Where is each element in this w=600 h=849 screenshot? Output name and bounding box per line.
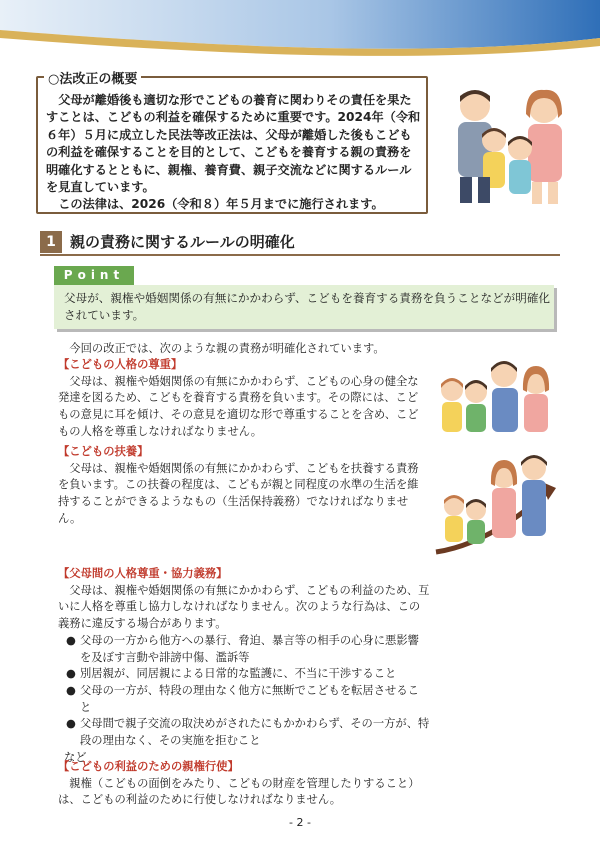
list-item: ● 父母の一方から他方への暴行、脅迫、暴言等の相手の心身に悪影響を及ぼす言動や誹謗中傷、濫訴等 [64, 633, 430, 666]
intro [58, 341, 428, 358]
section-number: 1 [40, 231, 62, 253]
block-authority [58, 759, 430, 809]
support-heading: 【こどもの扶養】 [58, 445, 149, 458]
page-number: - 2 - [289, 816, 311, 829]
point-label: Point [54, 266, 134, 285]
cooperation-heading: 【父母間の人格尊重・協力義務】 [58, 567, 228, 580]
section-title: 親の責務に関するルールの明確化 [70, 233, 295, 251]
cooperation-list [64, 633, 430, 750]
overview-body [46, 92, 422, 214]
authority-heading: 【こどもの利益のための親権行使】 [58, 760, 239, 773]
overview-paragraph-1: 父母が離婚後も適切な形でこどもの養育に関わりその責任を果たすことは、こどもの利益を確保するために重要です。2024年（令和６年）５月に成立した民法等改正法は、父母が離婚した後もこどもの利益を確保することを目的として、こどもを養育する親の責務を明確化するとともに、親権、養育費、親子交流などに関するルールを見直しています。 [46, 93, 421, 195]
respect-text: 父母は、親権や婚姻関係の有無にかかわらず、こどもの心身の健全な発達を図るため、こどもを養育する責務を負います。その際には、こどもの意見に耳を傾け、その意見を適切な形で尊重することを含め、こどもの人格を尊重しなければなりません。 [58, 374, 419, 438]
point-text: 父母が、親権や婚姻関係の有無にかかわらず、こどもを養育する責務を負うことなどが明確化されています。 [64, 291, 551, 322]
family-group-illustration-icon [432, 352, 562, 440]
intro-text: 今回の改正では、次のような親の責務が明確化されています。 [69, 342, 385, 355]
overview-title: ○法改正の概要 [44, 68, 141, 87]
section-rule [40, 254, 560, 256]
block-support [58, 444, 428, 528]
authority-text: 親権（こどもの面倒をみたり、こどもの財産を管理したりすること）は、こどもの利益のために行使しなければなりません。 [58, 776, 420, 807]
list-item: ● 父母間で親子交流の取決めがされたにもかかわらず、その一方が、特段の理由なく、その実施を拒むこと [64, 716, 430, 749]
growth-illustration-icon [430, 448, 560, 564]
list-item: ● 父母の一方が、特段の理由なく他方に無断でこどもを転居させること [64, 683, 430, 716]
list-item: ● 別居親が、同居親による日常的な監護に、不当に干渉すること [64, 666, 430, 683]
respect-heading: 【こどもの人格の尊重】 [58, 358, 183, 371]
header-band [0, 0, 600, 62]
family-illustration-icon [440, 84, 580, 213]
block-cooperation [58, 566, 430, 766]
block-respect [58, 357, 428, 441]
cooperation-text: 父母は、親権や婚姻関係の有無にかかわらず、こどもの利益のため、互いに人格を尊重し協力しなければなりません。次のような行為は、この義務に違反する場合があります。 [58, 583, 430, 631]
overview-paragraph-2: この法律は、2026（令和８）年５月までに施行されます。 [58, 197, 384, 212]
support-text: 父母は、親権や婚姻関係の有無にかかわらず、こどもを扶養する責務を負います。この扶養の程度は、こどもが親と同程度の水準の生活を維持することができるようなもの（生活保持義務）でなければなりません。 [58, 461, 419, 525]
cooperation-etc: など [64, 750, 87, 764]
section-heading [40, 229, 560, 255]
